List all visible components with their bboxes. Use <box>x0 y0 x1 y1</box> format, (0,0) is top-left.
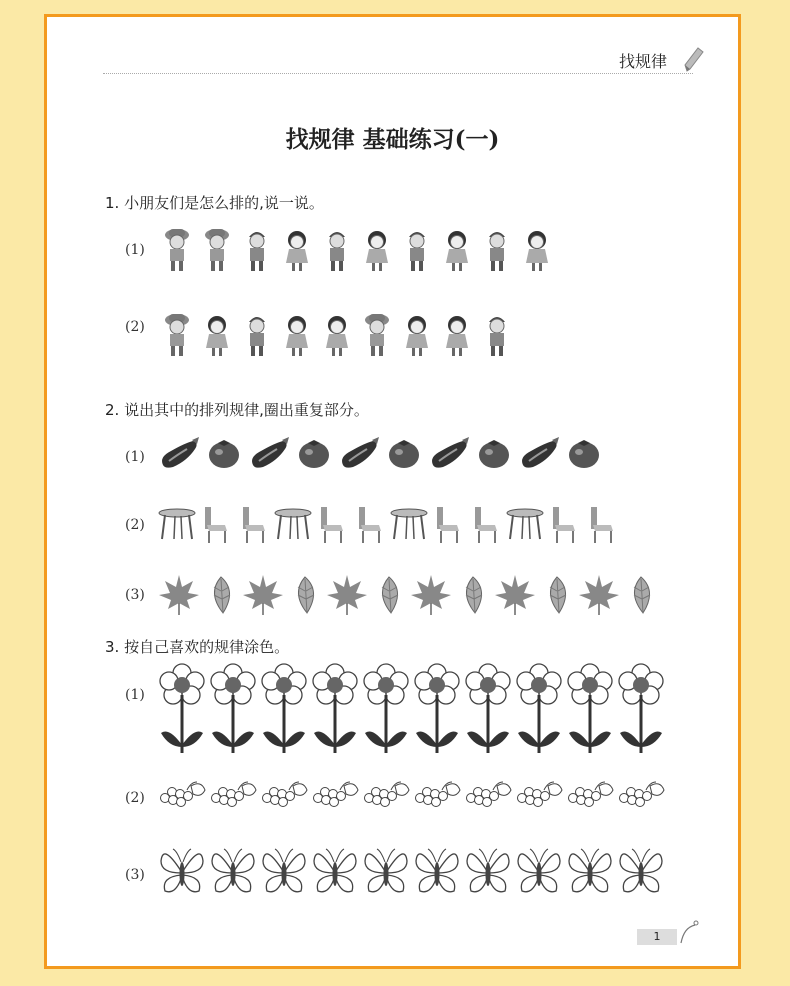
child-girl-icon <box>277 310 317 360</box>
grapes-icon <box>463 778 514 808</box>
child-boy-icon <box>477 310 517 360</box>
flower-icon <box>565 663 616 755</box>
q2-row-2 <box>157 503 621 547</box>
flower-icon <box>157 663 208 755</box>
child-boy-icon <box>397 225 437 275</box>
child-hat-icon <box>357 310 397 360</box>
label-q1-1: (1) <box>125 242 145 258</box>
butterfly-icon <box>412 843 463 899</box>
flower-icon <box>616 663 667 755</box>
leaf-icon <box>369 573 409 617</box>
question-3: 3. 按自己喜欢的规律涂色。 <box>105 638 290 656</box>
maple-leaf-icon <box>493 573 537 617</box>
child-girl-icon <box>397 310 437 360</box>
q3-row-3 <box>157 843 667 899</box>
eggplant-icon <box>157 435 202 471</box>
maple-leaf-icon <box>409 573 453 617</box>
child-hat-icon <box>197 225 237 275</box>
child-boy-icon <box>237 225 277 275</box>
grapes-icon <box>208 778 259 808</box>
table-icon <box>389 503 429 547</box>
grapes-icon <box>157 778 208 808</box>
q2-row-1 <box>157 435 607 471</box>
label-q2-2: (2) <box>125 517 145 533</box>
flower-icon <box>463 663 514 755</box>
header-divider <box>103 73 693 74</box>
maple-leaf-icon <box>325 573 369 617</box>
grapes-icon <box>259 778 310 808</box>
table-icon <box>157 503 197 547</box>
chair-icon <box>545 503 583 547</box>
leaf-icon <box>537 573 577 617</box>
child-boy-icon <box>477 225 517 275</box>
grapes-icon <box>616 778 667 808</box>
leaf-icon <box>201 573 241 617</box>
child-girl-icon <box>517 225 557 275</box>
chair-icon <box>467 503 505 547</box>
flower-icon <box>412 663 463 755</box>
grapes-icon <box>412 778 463 808</box>
worksheet-page <box>44 14 741 969</box>
label-q3-1: (1) <box>125 687 145 703</box>
question-1: 1. 小朋友们是怎么排的,说一说。 <box>105 194 324 212</box>
chair-icon <box>351 503 389 547</box>
child-girl-icon <box>317 310 357 360</box>
flower-icon <box>310 663 361 755</box>
label-q2-3: (3) <box>125 587 145 603</box>
q2-row-3 <box>157 573 661 617</box>
q1-row-1 <box>157 225 557 275</box>
maple-leaf-icon <box>157 573 201 617</box>
leaf-icon <box>285 573 325 617</box>
eggplant-icon <box>247 435 292 471</box>
label-q2-1: (1) <box>125 449 145 465</box>
q3-row-1 <box>157 663 667 755</box>
tomato-icon <box>292 435 337 471</box>
butterfly-icon <box>565 843 616 899</box>
butterfly-icon <box>208 843 259 899</box>
butterfly-icon <box>157 843 208 899</box>
pencil-icon <box>683 45 705 73</box>
child-boy-icon <box>317 225 357 275</box>
swirl-ornament-icon <box>677 919 699 945</box>
maple-leaf-icon <box>241 573 285 617</box>
chair-icon <box>235 503 273 547</box>
label-q1-2: (2) <box>125 319 145 335</box>
tomato-icon <box>562 435 607 471</box>
flower-icon <box>208 663 259 755</box>
leaf-icon <box>453 573 493 617</box>
table-icon <box>273 503 313 547</box>
grapes-icon <box>565 778 616 808</box>
flower-icon <box>361 663 412 755</box>
chair-icon <box>429 503 467 547</box>
page-title: 找规律 基础练习(一) <box>285 126 500 153</box>
chair-icon <box>583 503 621 547</box>
grapes-icon <box>361 778 412 808</box>
label-q3-2: (2) <box>125 790 145 806</box>
grapes-icon <box>514 778 565 808</box>
q3-row-2 <box>157 778 667 808</box>
child-hat-icon <box>157 225 197 275</box>
child-boy-icon <box>237 310 277 360</box>
eggplant-icon <box>337 435 382 471</box>
leaf-icon <box>621 573 661 617</box>
child-girl-icon <box>277 225 317 275</box>
grapes-icon <box>310 778 361 808</box>
eggplant-icon <box>427 435 472 471</box>
butterfly-icon <box>310 843 361 899</box>
table-icon <box>505 503 545 547</box>
maple-leaf-icon <box>577 573 621 617</box>
chair-icon <box>197 503 235 547</box>
child-girl-icon <box>357 225 397 275</box>
butterfly-icon <box>616 843 667 899</box>
question-2: 2. 说出其中的排列规律,圈出重复部分。 <box>105 401 369 419</box>
butterfly-icon <box>361 843 412 899</box>
eggplant-icon <box>517 435 562 471</box>
child-girl-icon <box>197 310 237 360</box>
tomato-icon <box>202 435 247 471</box>
child-hat-icon <box>157 310 197 360</box>
butterfly-icon <box>463 843 514 899</box>
tomato-icon <box>382 435 427 471</box>
chair-icon <box>313 503 351 547</box>
q1-row-2 <box>157 310 517 360</box>
butterfly-icon <box>514 843 565 899</box>
section-label: 找规律 <box>619 52 668 71</box>
tomato-icon <box>472 435 517 471</box>
child-girl-icon <box>437 310 477 360</box>
flower-icon <box>514 663 565 755</box>
label-q3-3: (3) <box>125 867 145 883</box>
page-number: 1 <box>637 929 677 945</box>
child-girl-icon <box>437 225 477 275</box>
flower-icon <box>259 663 310 755</box>
butterfly-icon <box>259 843 310 899</box>
